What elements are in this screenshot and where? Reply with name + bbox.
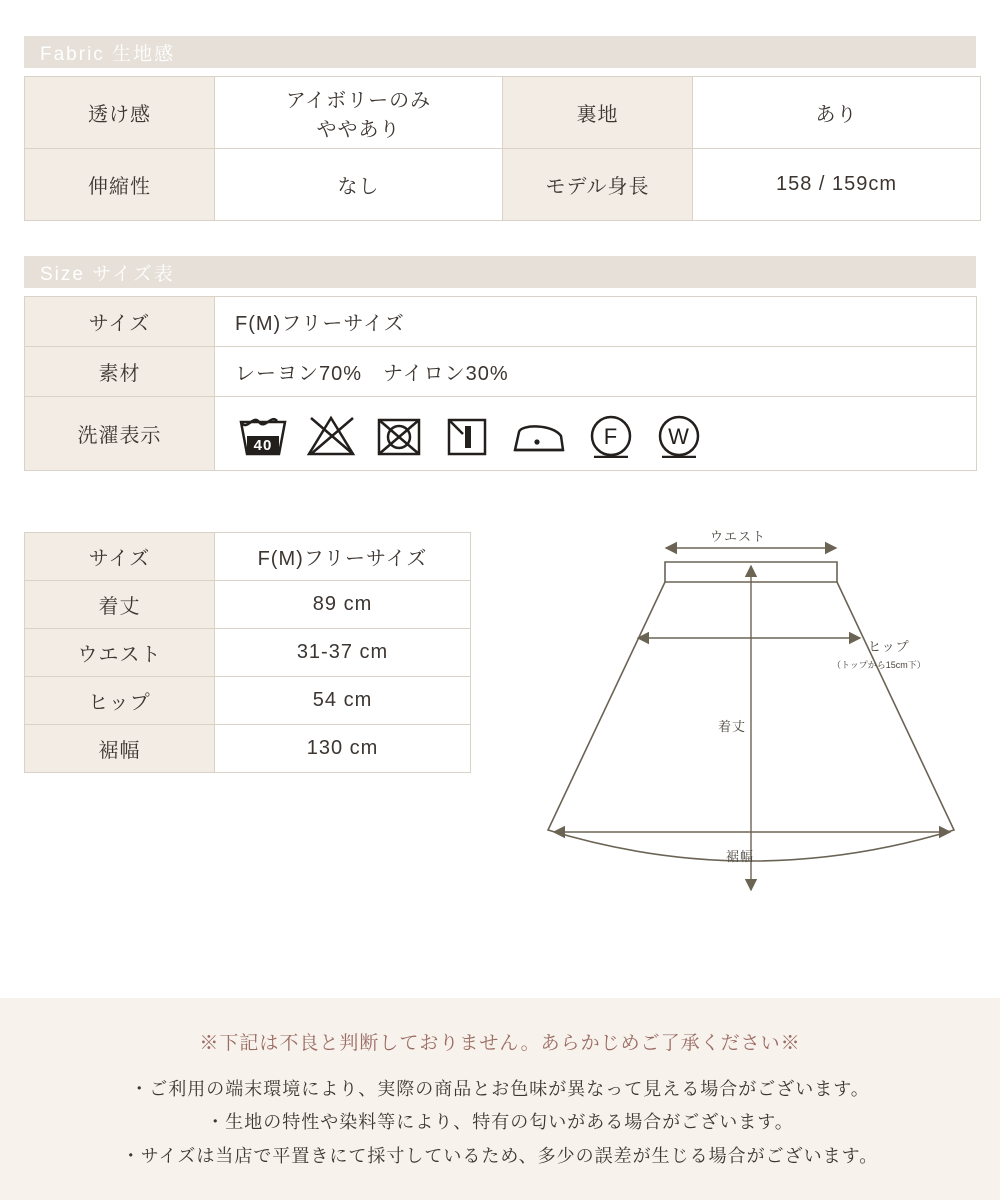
table-row	[25, 397, 977, 471]
size-table	[24, 296, 977, 471]
wash-40-icon	[237, 410, 289, 458]
table-row	[25, 629, 471, 677]
fabric-label-stretch: 伸縮性	[25, 149, 215, 221]
wash-icon-group	[235, 406, 975, 462]
list-item: ・生地の特性や染料等により、特有の匂いがある場合がございます。	[206, 1112, 794, 1133]
size-label-size: サイズ	[25, 297, 215, 347]
meas-label-length: 着丈	[25, 581, 215, 629]
list-item: ・ご利用の端末環境により、実際の商品とお色味が異なって見える場合がございます。	[130, 1079, 870, 1099]
wetclean-letter: W	[668, 423, 690, 449]
table-row	[25, 725, 471, 773]
meas-value-waist: 31-37 cm	[215, 629, 471, 677]
notice-section	[0, 998, 1000, 1200]
meas-label-hem: 裾幅	[25, 725, 215, 773]
fabric-value-model-height: 158 / 159cm	[693, 149, 981, 221]
table-row	[25, 149, 981, 221]
table-row	[25, 77, 981, 149]
diagram-hip-label: ヒップ	[868, 639, 910, 654]
fabric-label-lining: 裏地	[503, 77, 693, 149]
diagram-hem-label: 裾幅	[726, 849, 755, 864]
meas-header-label: サイズ	[25, 533, 215, 581]
list-item: ・サイズは当店で平置きにて採寸しているため、多少の誤差が生じる場合がございます。	[121, 1145, 879, 1166]
fabric-value-sheerness	[215, 77, 503, 149]
diagram-waist-label: ウエスト	[710, 529, 767, 544]
size-value-material: レーヨン70% ナイロン30%	[215, 347, 977, 397]
wash-temp-text: 40	[253, 436, 273, 454]
line-dry-shade-icon	[441, 410, 493, 458]
fabric-value-sheerness-line1: アイボリーのみ	[285, 89, 432, 112]
diagram-hip-sub-label: （トップから15cm下）	[832, 660, 926, 670]
table-row	[25, 677, 471, 725]
meas-label-waist: ウエスト	[25, 629, 215, 677]
fabric-value-sheerness-line2: ややあり	[316, 118, 401, 141]
skirt-measurement-diagram	[530, 520, 980, 920]
size-label-material: 素材	[25, 347, 215, 397]
notice-list	[0, 1073, 1000, 1173]
diagram-length-label: 着丈	[718, 719, 747, 734]
iron-low-icon	[509, 410, 569, 458]
fabric-section-header: Fabric 生地感	[24, 36, 976, 68]
wet-clean-w-icon	[653, 410, 705, 458]
fabric-table	[24, 76, 981, 221]
fabric-label-model-height: モデル身長	[503, 149, 693, 221]
size-section-header: Size サイズ表	[24, 256, 976, 288]
meas-label-hip: ヒップ	[25, 677, 215, 725]
size-value-size: F(M)フリーサイズ	[215, 297, 977, 347]
dryclean-f-icon	[585, 410, 637, 458]
fabric-value-lining: あり	[693, 77, 981, 149]
meas-value-hip: 54 cm	[215, 677, 471, 725]
fabric-value-stretch: なし	[215, 149, 503, 221]
meas-value-hem: 130 cm	[215, 725, 471, 773]
dryclean-letter: F	[603, 423, 619, 449]
size-value-wash	[215, 397, 977, 471]
size-label-wash: 洗濯表示	[25, 397, 215, 471]
measurement-table	[24, 532, 471, 773]
table-row	[25, 533, 471, 581]
fabric-label-sheerness: 透け感	[25, 77, 215, 149]
table-row	[25, 347, 977, 397]
meas-header-value: F(M)フリーサイズ	[215, 533, 471, 581]
no-bleach-icon	[305, 410, 357, 458]
skirt-diagram-svg	[530, 520, 980, 920]
table-row	[25, 581, 471, 629]
notice-title: ※下記は不良と判断しておりません。あらかじめご了承ください※	[199, 1033, 801, 1054]
meas-value-length: 89 cm	[215, 581, 471, 629]
table-row	[25, 297, 977, 347]
no-tumble-dry-icon	[373, 410, 425, 458]
